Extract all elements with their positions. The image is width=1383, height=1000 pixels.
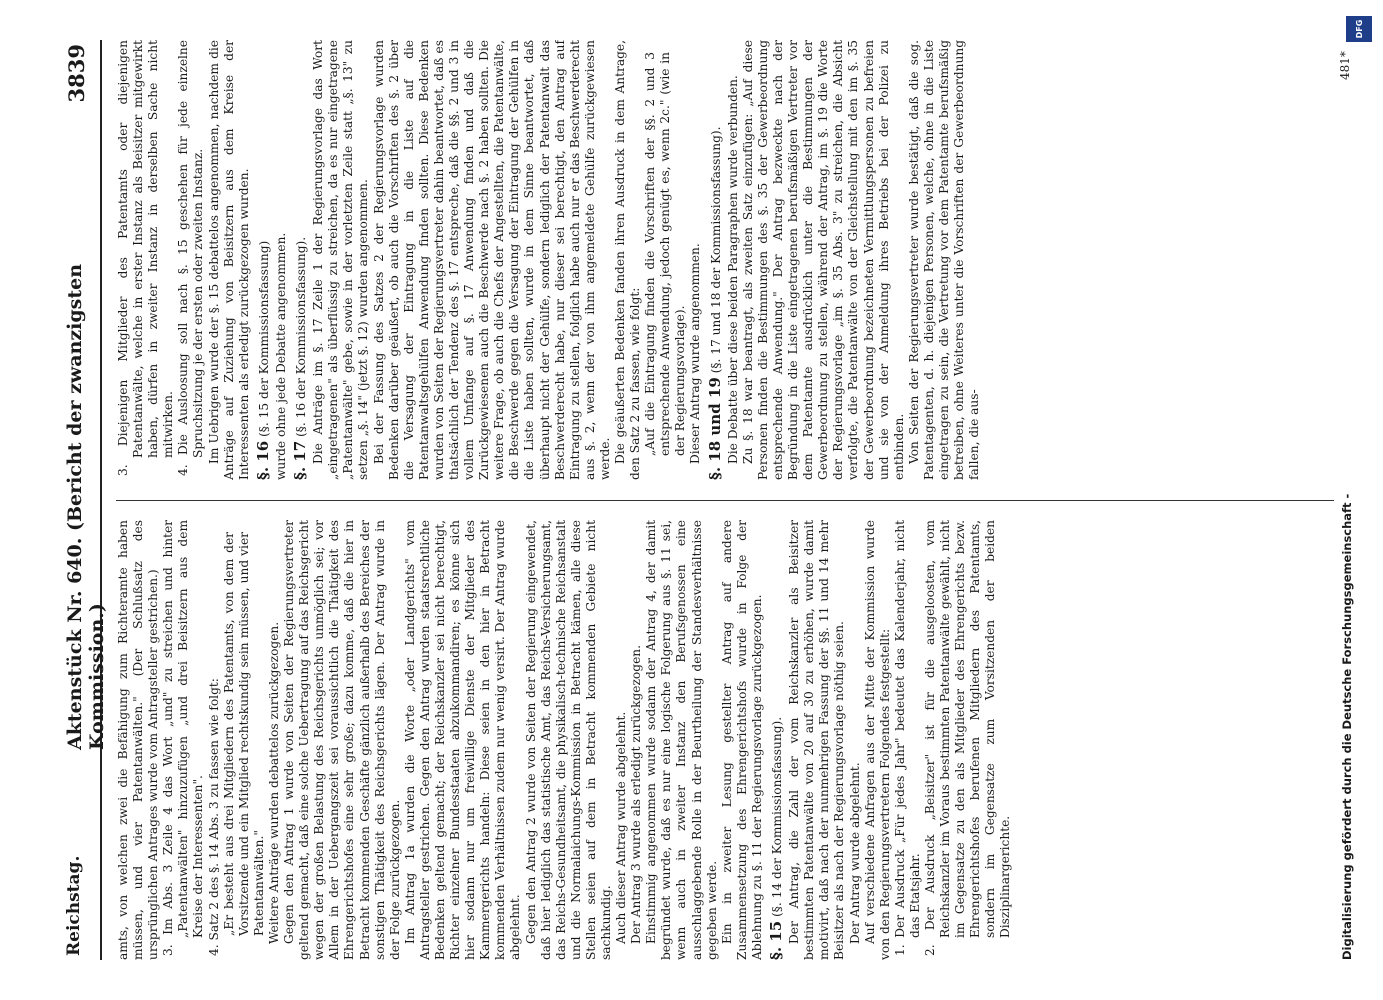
page-header — [56, 40, 108, 960]
section-heading — [293, 40, 309, 480]
section-heading — [769, 520, 785, 960]
section-number: §. 15 — [767, 920, 786, 960]
right-text-column — [116, 40, 1334, 480]
section-caption: (§. 16 der Kommissionsfassung). — [294, 236, 309, 441]
header-left-title: Reichstag. — [64, 855, 84, 956]
section-caption: (§. 17 und 18 der Kommissionsfassung). — [708, 126, 723, 378]
paragraph: „Auf die Eintragung finden die Vorschriften der §§. 2 und 3 entsprechende Anwendung, jedoch genügt es, wenn 2c." (wie in der Regierungsvorlage). — [643, 52, 688, 456]
paragraph: Bei der Fassung des Satzes 2 der Regierungsvorlage wurden Bedenken darüber geäußert, ob auch die Vorschriften des §. 2 über die Versagung der Eintragung in die Liste auf die Patentanwaltsgehülfen Anwendung finden sollten. Diese Bedenken wurden von Seiten der Regierungsvertreter dahin beantwortet, daß es thatsächlich der Tendenz des §. 17 entspreche, daß die §§. 2 und 3 in vollem Umfange auf §. 17 Anwendung finden und daß die Zurückgewiesenen auch die Beschwerde nach §. 2 haben sollten. Die weitere Frage, ob auch die Chefs der Angestellten, die Patentanwälte, die Beschwerde gegen die Versagung der Eintragung der Gehülfen in die Liste haben sollten, wurde in dem Sinne beantwortet, daß überhaupt nicht der Gehülfe, sondern lediglich der Patentanwalt das Beschwerderecht habe, nur dieser sei berechtigt, den Antrag auf Eintragung zu stellen, folglich habe auch nur er das Beschwerderecht aus §. 2, wenn der von ihm angemeldete Gehülfe zurückgewiesen werde. — [371, 40, 612, 480]
digitization-credit: Digitalisierung gefördert durch die Deutsche Forschungsgemeinschaft - — [1340, 493, 1354, 960]
footer-sheet-number: 481* — [1338, 51, 1352, 80]
section-number: §. 16 — [253, 440, 272, 480]
paragraph: Dieser Antrag wurde angenommen. — [688, 243, 703, 464]
numbered-item: 1. Der Ausdruck „Für jedes Jahr" bedeutet das Kalenderjahr, nicht das Etatsjahr. — [892, 520, 922, 956]
section-heading — [705, 40, 724, 480]
section-heading — [253, 40, 272, 480]
paragraph: Die Anträge im §. 17 Zeile 1 der Regierungsvorlage das Wort „eingetragenen" als überflüssig zu streichen, da es nur eingetragene „Patentanwälte" gebe, sowie in der vorletzten Zeile statt „§. 13" zu setzen „§. 14" (jetzt §. 12) wurden angenommen. — [311, 40, 371, 480]
paragraph: Der Antrag 3 wurde als erledigt zurückgezogen. — [629, 644, 644, 944]
paragraph: Im Uebrigen wurde der §. 15 debattelos angenommen, nachdem die Anträge auf Zuziehung von Beisitzern aus dem Kreise der Interessenten als erledigt zurückgezogen wurden. — [206, 40, 251, 480]
paragraph: Auf verschiedene Anfragen aus der Mitte der Kommission wurde von den Regierungsvertretern Folgendes festgestellt: — [862, 520, 892, 960]
page-number: 3839 — [64, 44, 89, 103]
section-number: §. 18 und 19 — [705, 377, 724, 480]
section-number: §. 17 — [291, 440, 310, 480]
paragraph: Auch dieser Antrag wurde abgelehnt. — [614, 711, 629, 944]
paragraph: Der Antrag, die Zahl der vom Reichskanzler als Beisitzer bestimmten Patentanwälte von 20 auf 30 zu erhöhen, wurde damit motivirt, daß nach der nunmehrigen Fassung der §§. 11 und 14 mehr Beisitzer als nach der Regierungsvorlage nöthig seien. — [787, 520, 847, 960]
column-divider — [116, 500, 1334, 501]
header-center-title: Aktenstück Nr. 640. (Bericht der zwanzigsten Kommission.) — [64, 263, 108, 750]
numbered-item: 3. Diejenigen Mitglieder des Patentamts oder diejenigen Patentanwälte, welche in erster Instanz als Beisitzer mitgewirkt haben, dürfen in zweiter Instanz in derselben Sache nicht mitwirken. — [116, 40, 176, 476]
section-caption: (§. 15 der Kommissionsfassung) — [256, 240, 271, 441]
paragraph: Einstimmig angenommen wurde sodann der Antrag 4, der damit begründet wurde, daß es nur eine logische Folgerung aus §. 11 sei, wenn auch in zweiter Instanz den Berufsgenossen eine ausschlaggebende Rolle in der Beurtheilung der Standesverhältnisse gegeben werde. — [644, 520, 719, 960]
paragraph: Gegen den Antrag 1 wurde von Seiten der Regierungsvertreter geltend gemacht, daß eine solche Uebertragung auf das Reichsgericht wegen der großen Belastung des Reichsgerichts unmöglich sei; vor Allem in der Uebergangszeit sei voraussichtlich die Thätigkeit des Ehrengerichtshofes eine sehr große; dazu komme, daß die hier in Betracht kommenden Geschäfte gänzlich außerhalb des Bereiches der sonstigen Thätigkeit des Reichsgerichts lägen. Der Antrag wurde in der Folge zurückgezogen. — [282, 520, 402, 960]
numbered-item: 3. Im Abs. 3 Zeile 4 das Wort „und" zu streichen und hinter „Patentanwälten" hinzuzufügen „und drei Beisitzern aus dem Kreise der Interessenten". — [161, 520, 206, 956]
numbered-item: 4. Die Ausloosung soll nach §. 15 geschehen für jede einzelne Spruchsitzung je der ersten oder zweiten Instanz. — [176, 40, 206, 476]
paragraph: Weitere Anträge wurden debattelos zurückgezogen. — [266, 621, 281, 944]
paragraph: Von Seiten der Regierungsvertreter wurde bestätigt, daß die sog. Patentagenten, d. h. diejenigen Personen, welche, ohne in die Liste eingetragen zu sein, die Vertretung vor dem Patentamte berufsmäßig betreiben, ohne Weiteres unter die Vorschriften der Gewerbeordnung fallen, die aus- — [906, 40, 982, 480]
paragraph: amts, von welchen zwei die Befähigung zum Richteramte haben müssen, und vier Patentanwälten." (Der Schlußsatz des ursprünglichen Antrages wurde vom Antragsteller gestrichen.) — [116, 520, 161, 960]
paragraph: Die geäußerten Bedenken fanden ihren Ausdruck in dem Antrage, den Satz 2 zu fassen, wie folgt: — [613, 40, 643, 480]
left-text-column — [116, 520, 1334, 960]
document-page — [56, 40, 1356, 960]
paragraph: Zu §. 18 war beantragt, als zweiten Satz einzufügen: „Auf diese Personen finden die Bestimmungen des §. 35 der Gewerbeordnung entsprechende Anwendung." Der Antrag bezweckte nach der Begründung in die Liste eingetragenen berufsmäßigen Vertreter vor dem Patentamte ausdrücklich unter die Bestimmungen der Gewerbeordnung zu stellen, während der Antrag, im §. 19 die Worte der Regierungsvorlage „im §. 35 Abs. 3" zu streichen, die Absicht verfolgte, die Patentanwälte von der Gleichstellung mit den im §. 35 der Gewerbeordnung bezeichneten Vermittlungspersonen zu befreien und sie von der Anmeldung ihres Betriebs bei der Polizei zu entbinden. — [740, 40, 906, 480]
paragraph: Im Antrag 1a wurden die Worte „oder Landgerichts" vom Antragsteller gestrichen. Gegen den Antrag wurden staatsrechtliche Bedenken geltend gemacht; der Reichskanzler sei nicht berechtigt, Richter einzelner Bundesstaaten abzukommandiren; es könne sich hier sodann nur um freiwillige Dienste der Mitglieder des Kammergerichts handeln: Diese seien in den hier in Betracht kommenden Verhältnissen zudem nur wenig versirt. Der Antrag wurde abgelehnt. — [402, 520, 523, 960]
numbered-item: 4. Satz 2 des §. 14 Abs. 3 zu fassen wie folgt: — [206, 678, 221, 956]
paragraph: „Er besteht aus drei Mitgliedern des Patentamts, von dem der Vorsitzende und ein Mitglied rechtskundig sein müssen, und vier Patentanwälten." — [221, 532, 266, 936]
paragraph: Ein in zweiter Lesung gestellter Antrag auf andere Zusammensetzung des Ehrengerichtshofs wurde in Folge der Ablehnung zu §. 11 der Regierungsvorlage zurückgezogen. — [719, 520, 764, 960]
section-caption: (§. 14 der Kommissionsfassung). — [770, 716, 785, 921]
dfg-logo: DFG — [1346, 16, 1372, 42]
paragraph: Der Antrag wurde abgelehnt. — [847, 762, 862, 944]
paragraph: wurde ohne jede Debatte angenommen. — [273, 232, 288, 480]
paragraph: Die Debatte über diese beiden Paragraphen wurde verbunden. — [725, 75, 740, 464]
numbered-item: 2. Der Ausdruck „Beisitzer" ist für die ausgeloosten, vom Reichskanzler im Voraus bestimmten Patentanwälte gewählt, nicht im Gegensatze zu den als Mitglieder des Ehrengerichts bezw. Ehrengerichtshofes berufenen Mitgliedern des Patentamts, sondern im Gegensatze zum Vorsitzenden der beiden Disziplinargerichte. — [922, 520, 1013, 956]
paragraph: Gegen den Antrag 2 wurde von Seiten der Regierung eingewendet, daß hier lediglich das statistische Amt, das Reichs-Versicherungsamt, das Reichs-Gesundheitsamt, die physikalisch-technische Reichsanstalt und die Normalaichungs-Kommission in Betracht kämen, alle diese Stellen seien auf dem in Betracht kommenden Gebiete nicht sachkundig. — [523, 520, 613, 960]
